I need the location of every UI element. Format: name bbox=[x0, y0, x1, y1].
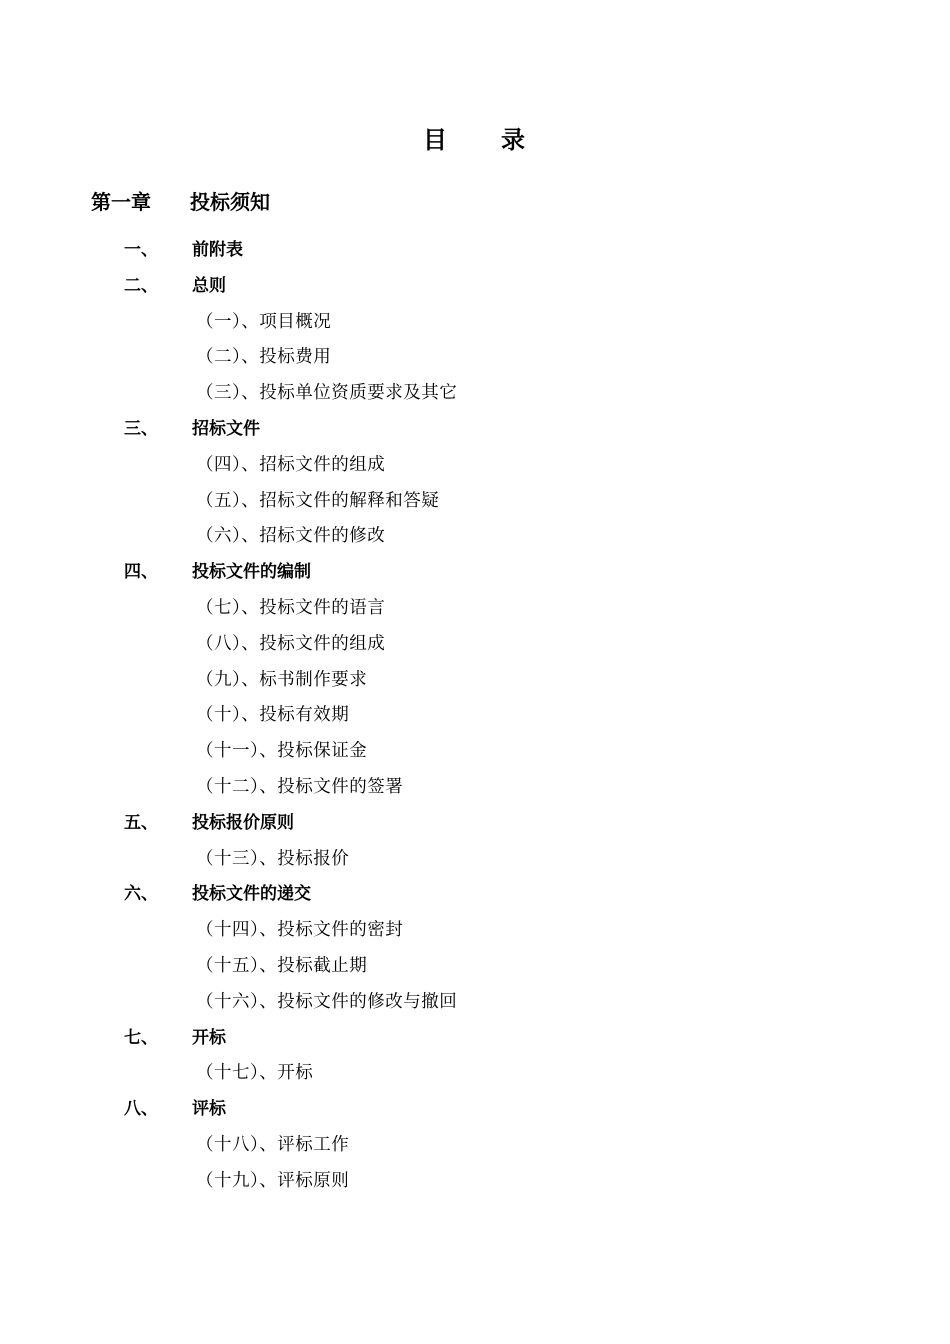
toc-item[interactable]: （十七）、开标 bbox=[196, 1063, 314, 1084]
toc-item[interactable]: （一）、项目概况 bbox=[196, 311, 332, 332]
section-title: 投标文件的递交 bbox=[192, 884, 311, 905]
toc-section[interactable] bbox=[0, 806, 950, 842]
chapter-number: 第一章 bbox=[91, 190, 151, 214]
section-title: 评标 bbox=[192, 1099, 226, 1120]
toc-item[interactable]: （十六）、投标文件的修改与撤回 bbox=[196, 991, 458, 1012]
chapter-heading[interactable] bbox=[91, 186, 270, 218]
chapter-title: 投标须知 bbox=[190, 190, 270, 214]
toc-item[interactable]: （六）、招标文件的修改 bbox=[196, 526, 386, 547]
toc-section[interactable] bbox=[0, 877, 950, 913]
toc-item[interactable]: （十三）、投标报价 bbox=[196, 848, 350, 869]
toc-section[interactable] bbox=[0, 233, 950, 269]
toc-title-char-1: 目 bbox=[423, 126, 449, 154]
section-number: 四、 bbox=[124, 562, 158, 583]
section-title: 投标报价原则 bbox=[192, 812, 294, 833]
toc-item[interactable]: （十四）、投标文件的密封 bbox=[196, 920, 404, 941]
toc-item[interactable]: （五）、招标文件的解释和答疑 bbox=[196, 490, 440, 511]
toc-item[interactable]: （二）、投标费用 bbox=[196, 347, 332, 368]
section-title: 招标文件 bbox=[192, 418, 260, 439]
toc-item[interactable]: （十二）、投标文件的签署 bbox=[196, 776, 404, 797]
section-number: 七、 bbox=[124, 1027, 158, 1048]
toc-item[interactable]: （四）、招标文件的组成 bbox=[196, 454, 386, 475]
toc-title bbox=[0, 122, 950, 158]
toc-title-char-2: 录 bbox=[501, 126, 527, 154]
section-number: 二、 bbox=[124, 275, 158, 296]
toc-item[interactable]: （三）、投标单位资质要求及其它 bbox=[196, 383, 458, 404]
toc-item[interactable]: （十五）、投标截止期 bbox=[196, 955, 368, 976]
toc-section[interactable] bbox=[0, 555, 950, 591]
section-title: 开标 bbox=[192, 1027, 226, 1048]
toc-item[interactable]: （十八）、评标工作 bbox=[196, 1134, 350, 1155]
section-title: 总则 bbox=[192, 275, 226, 296]
toc-list bbox=[0, 233, 950, 1200]
toc-item[interactable]: （七）、投标文件的语言 bbox=[196, 597, 386, 618]
toc-item[interactable]: （十）、投标有效期 bbox=[196, 705, 350, 726]
toc-section[interactable] bbox=[0, 1092, 950, 1128]
toc-item[interactable]: （十九）、评标原则 bbox=[196, 1170, 350, 1191]
section-number: 六、 bbox=[124, 884, 158, 905]
section-number: 五、 bbox=[124, 812, 158, 833]
section-title: 投标文件的编制 bbox=[192, 562, 311, 583]
toc-section[interactable] bbox=[0, 269, 950, 305]
section-number: 一、 bbox=[124, 240, 158, 260]
toc-item[interactable]: （九）、标书制作要求 bbox=[196, 669, 368, 690]
section-number: 八、 bbox=[124, 1099, 158, 1120]
toc-section[interactable] bbox=[0, 1021, 950, 1057]
section-title: 前附表 bbox=[192, 240, 243, 260]
toc-section[interactable] bbox=[0, 412, 950, 448]
toc-item[interactable]: （八）、投标文件的组成 bbox=[196, 633, 386, 654]
section-number: 三、 bbox=[124, 418, 158, 439]
toc-item[interactable]: （十一）、投标保证金 bbox=[196, 741, 368, 762]
